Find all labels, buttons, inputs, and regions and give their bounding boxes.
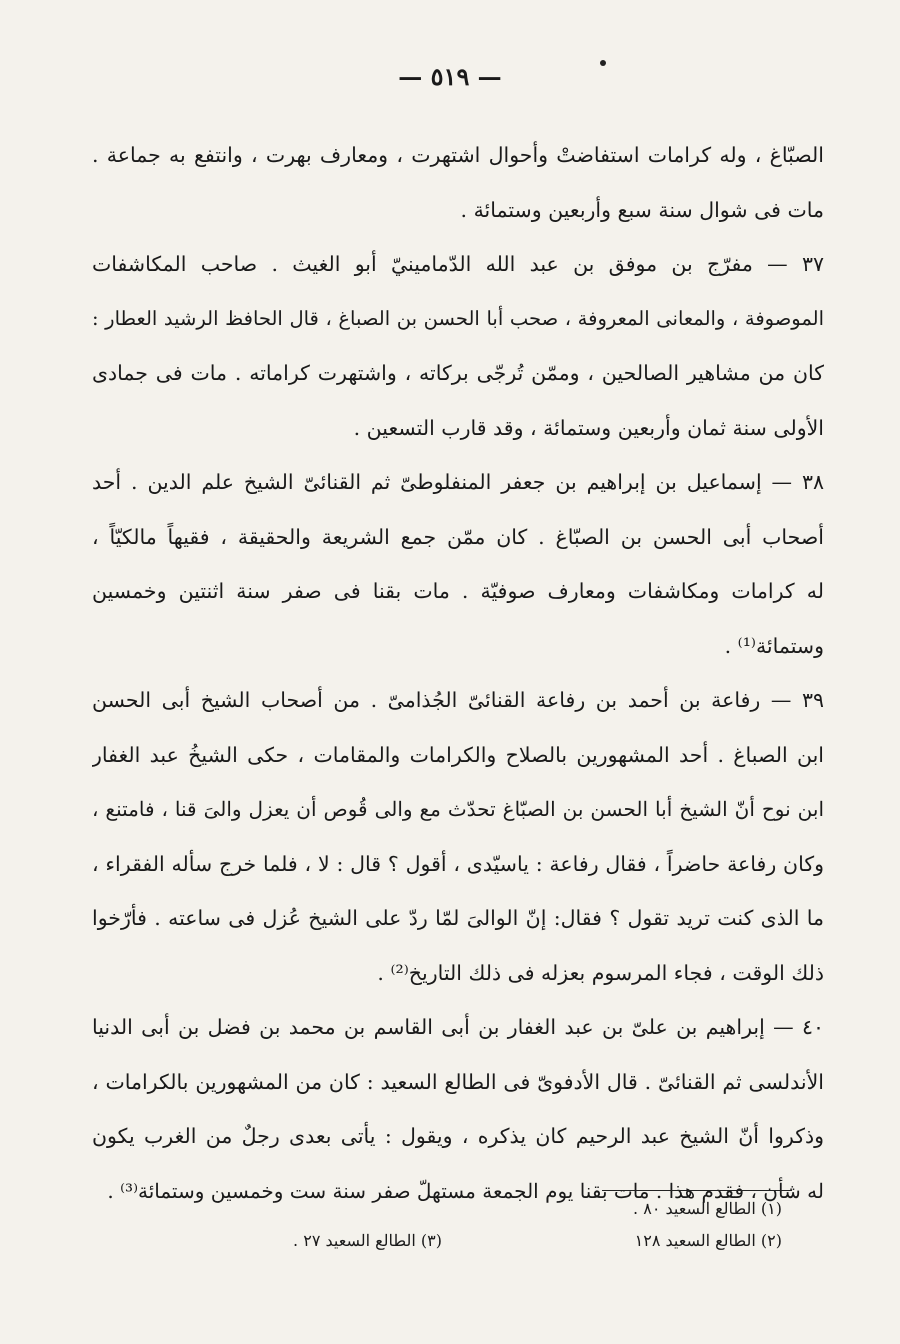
text-line: ٣٩ — رفاعة بن أحمد بن رفاعة القنائىّ الجُذامىّ . من أصحاب الشيخ أبى الحسن bbox=[92, 688, 824, 712]
text-line: الموصوفة ، والمعانى المعروفة ، صحب أبا الحسن بن الصباغ ، قال الحافظ الرشيد العطار : bbox=[92, 306, 824, 330]
text-line: ٣٧ — مفرّج بن موفق بن عبد الله الدّمامينيّ أبو الغيث . صاحب المكاشفات bbox=[92, 252, 824, 276]
text-line: الأولى سنة ثمان وأربعين وستمائة ، وقد قارب التسعين . bbox=[353, 415, 824, 440]
footnote-2: (٢) الطالع السعيد ١٢٨ bbox=[634, 1231, 782, 1250]
text-line: ٣٨ — إسماعيل بن إبراهيم بن جعفر المنفلوطىّ ثم القنائىّ الشيخ علم الدين . أحد bbox=[92, 470, 824, 494]
page-number: — ٥١٩ — bbox=[398, 62, 502, 91]
text-line: وكان رفاعة حاضراً ، فقال رفاعة : ياسيّدى ، أقول ؟ قال : لا ، فلما خرج سأله الفقراء ، bbox=[92, 851, 824, 876]
text-line: ٤٠ — إبراهيم بن علىّ بن عبد الغفار بن أبى القاسم بن محمد بن فضل بن أبى الدنيا bbox=[92, 1015, 824, 1039]
text-line: له كرامات ومكاشفات ومعارف صوفيّة . مات بقنا فى صفر سنة اثنتين وخمسين bbox=[92, 579, 824, 603]
footnote-rule bbox=[602, 1190, 792, 1191]
text-line: له شأن ، فقدم هذا . مات بقنا يوم الجمعة مستهلّ صفر سنة ست وخمسين وستمائة⁽³⁾ . bbox=[107, 1178, 824, 1203]
footnote-row bbox=[92, 1231, 792, 1261]
text-line: الصبّاغ ، وله كرامات استفاضتْ وأحوال اشتهرت ، ومعارف بهرت ، وانتفع به جماعة . bbox=[92, 143, 824, 167]
text-line: وذكروا أنّ الشيخ عبد الرحيم كان يذكره ، ويقول : يأتى بعدى رجلٌ من الغرب يكون bbox=[92, 1124, 824, 1148]
footnote-1: (١) الطالع السعيد ٨٠ . bbox=[633, 1199, 782, 1218]
text-line: ابن نوح أنّ الشيخ أبا الحسن بن الصبّاغ تحدّث مع والى قُوص أن يعزل والىَ قنا ، فامتنع ، bbox=[92, 797, 824, 821]
footnotes bbox=[92, 1190, 792, 1257]
text-line: أصحاب أبى الحسن بن الصبّاغ . كان ممّن جمع الشريعة والحقيقة ، فقيهاً مالكيّاً ، bbox=[92, 524, 824, 549]
text-line: كان من مشاهير الصالحين ، وممّن تُرجّى بركاته ، واشتهرت كراماته . مات فى جمادى bbox=[92, 361, 824, 385]
text-line: ذلك الوقت ، فجاء المرسوم بعزله فى ذلك التاريخ⁽²⁾ . bbox=[377, 960, 824, 985]
text-line: ابن الصباغ . أحد المشهورين بالصلاح والكرامات والمقامات ، حكى الشيخُ عبد الغفار bbox=[92, 742, 824, 767]
body-text bbox=[92, 128, 824, 1218]
footnote-row bbox=[92, 1199, 792, 1229]
text-line: الأندلسى ثم القنائىّ . قال الأدفوىّ فى الطالع السعيد : كان من المشهورين بالكرامات ، bbox=[92, 1069, 824, 1094]
text-line: وستمائة⁽¹⁾ . bbox=[724, 633, 824, 658]
footnote-3: (٣) الطالع السعيد ٢٧ . bbox=[293, 1231, 442, 1250]
text-line: ما الذى كنت تريد تقول ؟ فقال: إنّ الوالىَ لمّا ردّ على الشيخ عُزل فى ساعته . فأرّخوا bbox=[92, 906, 824, 930]
text-line: مات فى شوال سنة سبع وأربعين وستمائة . bbox=[460, 197, 824, 222]
